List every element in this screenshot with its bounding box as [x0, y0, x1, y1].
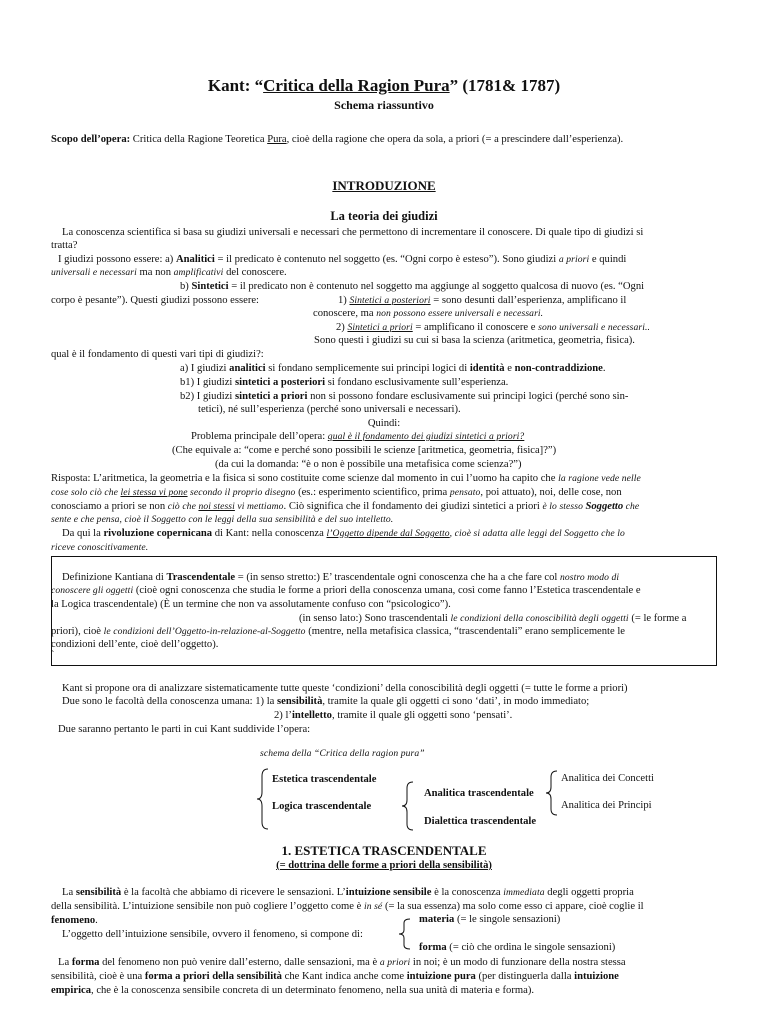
estetica-subheading: (= dottrina delle forme a priori della sensibilità)	[276, 860, 492, 871]
text-line: universali e necessari ma non amplificativi del conoscere.	[51, 267, 287, 278]
text-line: Quindi:	[367, 418, 401, 429]
text-line: qual è il fondamento di questi vari tipi di giudizi?:	[51, 349, 264, 360]
scope-line: Scopo dell’opera: Critica della Ragione Teoretica Pura, cioè della ragione che opera da sola, a priori (= a prescindere dall’esperienza).	[51, 134, 624, 145]
text-line: tetici), né sull’esperienza (perché sono universali e necessari).	[198, 404, 461, 415]
text-line: empirica, che è la conoscenza sensibile concreta di un determinato fenomeno, nella sua unità di materia e forma).	[51, 985, 535, 996]
text-line: priori), cioè le condizioni dell’Oggetto-in-relazione-al-Soggetto (mentre, nella metafisica classica, “trascendentali” erano semplicemente le	[51, 626, 625, 637]
text-line: conoscere, ma non possono essere universali e necessari.	[313, 308, 544, 319]
text-line: cose solo ciò che lei stessa vi pone secondo il proprio disegno (es.: esperimento scientifico, prima pensato, poi attuato), noi, delle cose, non	[51, 487, 622, 498]
left-brace-icon	[401, 781, 415, 831]
intro-heading: INTRODUZIONE	[332, 178, 436, 193]
text-line: `	[51, 650, 55, 661]
schema-concetti: Analitica dei Concetti	[561, 773, 654, 784]
page-subtitle: Schema riassuntivo	[334, 98, 434, 112]
text-line: La sensibilità è la facoltà che abbiamo di ricevere le sensazioni. L’intuizione sensibile è la conoscenza immediata degli oggetti propria	[62, 887, 634, 898]
estetica-heading: 1. ESTETICA TRASCENDENTALE	[281, 843, 487, 858]
text-line: a) I giudizi analitici si fondano semplicemente sui principi logici di identità e non-contraddizione.	[180, 363, 606, 374]
text-line: (Che equivale a: “come e perché sono possibili le scienze [aritmetica, geometria, fisica]?”)	[172, 445, 557, 456]
schema-logica: Logica trascendentale	[272, 801, 372, 812]
text-line: b2) I giudizi sintetici a priori non si possono fondare esclusivamente sui principi logici (perché sono sin-	[180, 391, 629, 402]
text-line: Sono questi i giudizi su cui si basa la scienza (aritmetica, geometria, fisica).	[314, 335, 635, 346]
text-line: 2) l’intelletto, tramite il quale gli oggetti sono ‘pensati’.	[274, 710, 513, 721]
text-line: b) Sintetici = il predicato non è contenuto nel soggetto ma aggiunge al soggetto qualcosa di nuovo (es. “Ogni	[180, 281, 645, 292]
text-line: la Logica trascendentale) (È un termine che non va assolutamente confuso con “psicologico”).	[51, 599, 451, 610]
text-line: condizioni dell’ente, cioè dell’oggetto).	[51, 639, 219, 650]
text-line: conoscere gli oggetti (cioè ogni conoscenza che studia le forme a priori della conoscenza umana, così come fanno l’Estetica trascendentale e	[51, 585, 641, 596]
main-problem: Problema principale dell’opera: qual è il fondamento dei giudizi sintetici a priori?	[191, 431, 525, 442]
schema-principi: Analitica dei Principi	[561, 800, 652, 811]
text-line: b1) I giudizi sintetici a posteriori si fondano esclusivamente sull’esperienza.	[180, 377, 509, 388]
schema-dialettica: Dialettica trascendentale	[424, 816, 537, 827]
page-title: Kant: “Critica della Ragion Pura” (1781& 1787)	[207, 76, 561, 95]
text-line: sensibilità, cioè è una forma a priori della sensibilità che Kant indica anche come intuizione pura (per distinguerla dalla intuizione	[51, 971, 619, 982]
text-line: corpo è pesante”). Questi giudizi possono essere:	[51, 295, 259, 306]
text-line: forma (= ciò che ordina le singole sensazioni)	[419, 942, 616, 953]
text-line: (da cui la domanda: “è o non è possibile una metafisica come scienza?”)	[215, 459, 522, 470]
text-line: tratta?	[51, 240, 78, 251]
text-line: della sensibilità. L’intuizione sensibile non può cogliere l’oggetto come è in sé (= la sua essenza) ma solo come esso ci appare, cioè coglie il	[51, 901, 644, 912]
text-line: conosciamo a priori se non ciò che noi stessi vi mettiamo. Ciò significa che il fondamento dei giudizi sintetici a priori è lo stesso Soggetto che	[51, 501, 640, 512]
text-line: Risposta: L’aritmetica, la geometria e la fisica si sono costituite come scienze dal momento in cui l’uomo ha capito che la ragione vede nelle	[51, 473, 641, 484]
left-brace-icon	[256, 768, 270, 830]
text-line: fenomeno.	[51, 915, 98, 926]
schema-caption: schema della “Critica della ragion pura”	[260, 748, 425, 759]
text-line: L’oggetto dell’intuizione sensibile, ovvero il fenomeno, si compone di:	[62, 929, 363, 940]
left-brace-icon	[545, 770, 559, 816]
schema-analitica: Analitica trascendentale	[424, 788, 534, 799]
text-line: 1) Sintetici a posteriori = sono desunti dall’esperienza, amplificano il	[338, 295, 627, 306]
text-line: La conoscenza scientifica si basa su giudizi universali e necessari che permettono di incrementare il conoscere. Di quale tipo di giudizi si	[62, 227, 644, 238]
text-line: Kant si propone ora di analizzare sistematicamente tutte queste ‘condizioni’ della conoscibilità degli oggetti (= tutte le forme a priori)	[62, 683, 628, 694]
left-brace-icon	[398, 918, 412, 950]
text-line: Due saranno pertanto le parti in cui Kant suddivide l’opera:	[58, 724, 311, 735]
text-line: I giudizi possono essere: a) Analitici = il predicato è contenuto nel soggetto (es. “Ogni corpo è esteso”). Sono giudizi a priori e quindi	[58, 254, 627, 265]
text-line: 2) Sintetici a priori = amplificano il conoscere e sono universali e necessari..	[336, 322, 651, 333]
text-line: sente e che pensa, cioè il Soggetto con le leggi della sua sensibilità e del suo intelletto.	[51, 514, 394, 525]
text-line: materia (= le singole sensazioni)	[419, 914, 561, 925]
text-line: riceve conoscitivamente.	[51, 542, 149, 553]
intro-subheading: La teoria dei giudizi	[330, 209, 438, 223]
text-line: Due sono le facoltà della conoscenza umana: 1) la sensibilità, tramite la quale gli oggetti ci sono ‘dati’, in modo immediato;	[62, 696, 590, 707]
text-line: (in senso lato:) Sono trascendentali le condizioni della conoscibilità degli oggetti (= le forme a	[299, 613, 687, 624]
text-line: Definizione Kantiana di Trascendentale = (in senso stretto:) E’ trascendentale ogni conoscenza che ha a che fare col nostro modo di	[62, 572, 620, 583]
text-line: La forma del fenomeno non può venire dall’esterno, dalle sensazioni, ma è a priori in noi; è un modo di funzionare della nostra stessa	[58, 957, 626, 968]
schema-estetica: Estetica trascendentale	[272, 774, 377, 785]
text-line: Da qui la rivoluzione copernicana di Kant: nella conoscenza l’Oggetto dipende dal Soggetto, cioè si adatta alle leggi del Soggetto che lo	[62, 528, 625, 539]
